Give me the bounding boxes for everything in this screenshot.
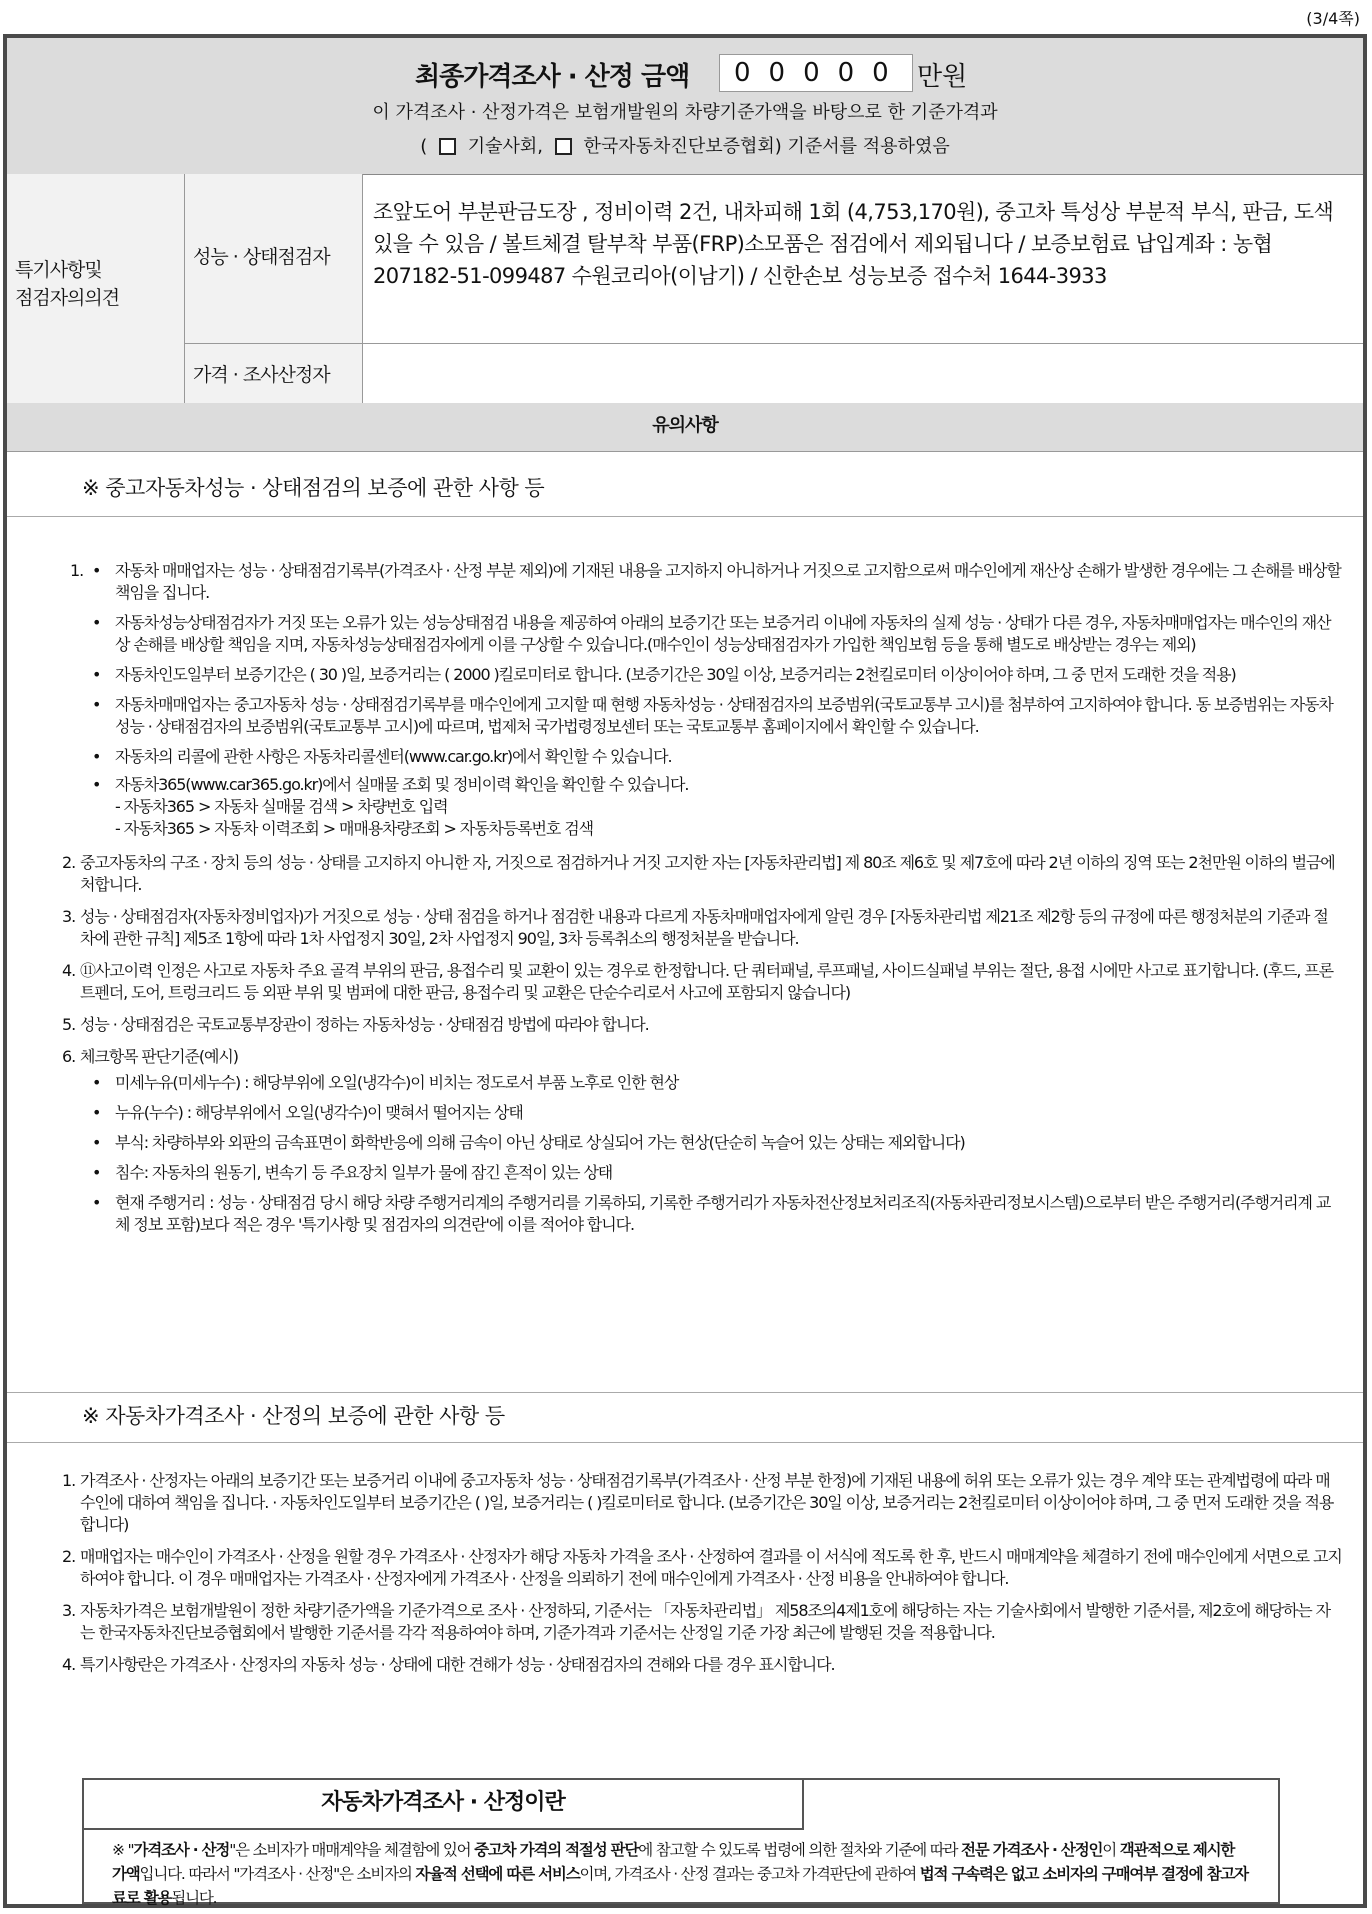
price-assessor-label: 가격 · 조사산정자 [185, 344, 363, 403]
item1-dash: - 자동차365 > 자동차 실매물 검색 > 차량번호 입력 [115, 797, 448, 816]
item-number: 3. [62, 907, 76, 926]
remarks-label-line1: 특기사항및 [15, 259, 102, 281]
item-number: 6. [62, 1047, 76, 1066]
item1-bullet: • 자동차인도일부터 보증기간은 ( 30 )일, 보증거리는 ( 2000 )킬로미터로 합니다. (보증기간은 30일 이상, 보증거리는 2천킬로미터 이상이어야 하며, 그 중 먼저 도래한 것을 적용) [62, 664, 1342, 686]
item1-bullet: • 자동차365(www.car365.go.kr)에서 실매물 조회 및 정비이력 확인을 확인할 수 있습니다. [62, 774, 1342, 796]
def-bold: 법적 구속력은 없고 소비자의 구매여부 결정에 참고자료로 활용 [112, 1865, 1248, 1907]
notice-item [62, 960, 1342, 1004]
item-text: 체크항목 판단기준(예시) [80, 1047, 238, 1066]
price-item [62, 1654, 1342, 1676]
item1-dash: - 자동차365 > 자동차 이력조회 > 매매용차량조회 > 자동차등록번호 검색 [115, 819, 593, 838]
definition-title: 자동차가격조사 · 산정이란 [84, 1780, 804, 1830]
item6-bullet: • 침수: 자동차의 원동기, 변속기 등 주요장치 일부가 물에 잠긴 흔적이 있는 상태 [62, 1162, 1342, 1184]
price-basis-text: 이 가격조사 · 산정가격은 보험개발원의 차량기준가액을 바탕으로 한 기준가격과 [372, 102, 998, 123]
notice-item [62, 1046, 1342, 1068]
notice-title: 유의사항 [7, 403, 1363, 452]
def-bold: 가격조사 · 산정 [133, 1841, 230, 1859]
form-frame [3, 34, 1367, 1908]
paren-open: ( [420, 136, 428, 157]
item-text: 가격조사 · 산정자는 아래의 보증기간 또는 보증거리 이내에 중고자동차 성능 · 상태점검기록부(가격조사 · 산정 부분 한정)에 기재된 내용에 허위 또는 오류가 있는 경우 계약 또는 관계법령에 따라 매수인에 대하여 책임을 집니다. · 자동차인도일부터 보증기간은 ( )일, 보증거리는 ( )킬로미터로 합니다. (보증기간은 30일 이상, 보증거리는 2천킬로미터 이상이어야 하며, 그 중 먼저 도래한 것을 적용합니다) [80, 1471, 1334, 1534]
price-assessor-opinion-text[interactable] [363, 344, 1363, 403]
def-text: 이며, 가격조사 · 산정 결과는 중고차 가격판단에 관하여 [579, 1865, 920, 1883]
section1-title: ※ 중고자동차성능 · 상태점검의 보증에 관한 사항 등 [82, 476, 545, 500]
item1-bullet: • 자동차매매업자는 중고자동차 성능 · 상태점검기록부를 매수인에게 고지할 때 현행 자동차성능 · 상태점검자의 보증범위(국토교통부 고시)를 첨부하여 고지하여야 합니다. 동 보증범위는 자동차성능 · 상태점검자의 보증범위(국토교통부 고시)에 따르며, 법제처 국가법령정보센터 또는 국토교통부 홈페이지에서 확인할 수 있습니다. [62, 694, 1342, 738]
price-item [62, 1470, 1342, 1536]
final-price-amount[interactable]: 00000 [719, 54, 913, 92]
item-text: 성능 · 상태점검자(자동차정비업자)가 거짓으로 성능 · 상태 점검을 하거나 점검한 내용과 다르게 자동차매매업자에게 알린 경우 [자동차관리법 제21조 제2항 등의 규정에 따른 행정처분의 기준과 절차에 관한 규칙] 제5조 1항에 따라 1차 사업정지 30일, 2차 사업정지 90일, 3차 등록취소의 행정처분을 받습니다. [80, 907, 1328, 948]
checkbox-diagnosis-association[interactable] [555, 138, 572, 155]
def-bold: 자율적 선택에 따른 서비스 [415, 1865, 580, 1883]
item-text: 성능 · 상태점검은 국토교통부장관이 정하는 자동차성능 · 상태점검 방법에 따라야 합니다. [80, 1015, 649, 1034]
item-number: 3. [62, 1601, 76, 1620]
option-engineers-society-label: 기술사회, [467, 136, 544, 157]
notice-item [62, 1014, 1342, 1036]
item1-bullet: • 자동차성능상태점검자가 거짓 또는 오류가 있는 성능상태점검 내용을 제공하여 아래의 보증기간 또는 보증거리 이내에 자동차의 실제 성능 · 상태가 다른 경우, 자동차매매업자는 매수인의 재산상 손해를 배상할 책임을 지며, 자동차성능상태점검자에게 이를 구상할 수 있습니다.(매수인이 성능상태점검자가 가입한 책임보험 등을 통해 별도로 배상받는 경우는 제외) [62, 612, 1342, 656]
def-bold: 중고차 가격의 적절성 판단 [474, 1841, 639, 1859]
page-number: (3/4쪽) [1306, 9, 1360, 28]
section2-title: ※ 자동차가격조사 · 산정의 보증에 관한 사항 등 [82, 1404, 505, 1428]
item6-bullet: • 부식: 차량하부와 외판의 금속표면이 화학반응에 의해 금속이 아닌 상태로 상실되어 가는 현상(단순히 녹슬어 있는 상태는 제외합니다) [62, 1132, 1342, 1154]
def-bold: 전문 가격조사 · 산정인 [961, 1841, 1103, 1859]
price-header [7, 38, 1363, 175]
item-number: 1. [62, 1471, 76, 1490]
item-number: 4. [62, 1655, 76, 1674]
remarks-section [7, 174, 1363, 405]
section2-top-divider [7, 1392, 1363, 1393]
notice-item [62, 852, 1342, 896]
standard-selection-line [7, 132, 1363, 158]
remarks-label [7, 174, 185, 403]
item-text: 매매업자는 매수인이 가격조사 · 산정을 원할 경우 가격조사 · 산정자가 해당 자동차 가격을 조사 · 산정하여 결과를 이 서식에 적도록 한 후, 반드시 매매계약을 체결하기 전에 매수인에게 서면으로 고지하여야 합니다. 이 경우 매매업자는 가격조사 · 산정자에게 가격조사 · 산정을 의뢰하기 전에 매수인에게 가격조사 · 산정 비용을 안내하여야 합니다. [80, 1547, 1342, 1588]
item-text: 자동차가격은 보험개발원이 정한 차량기준가액을 기준가격으로 조사 · 산정하되, 기준서는 「자동차관리법」 제58조의4제1호에 해당하는 자는 기술사회에서 발행한 기준서를, 제2호에 해당하는 자는 한국자동차진단보증협회에서 발행한 기준서를 각각 적용하여야 하며, 기준가격과 기준서는 산정일 기준 가장 최근에 발행된 것을 적용합니다. [80, 1601, 1330, 1642]
def-text: 에 참고할 수 있도록 법령에 의한 절차와 기준에 따라 [638, 1841, 961, 1859]
bullet-mark: • [92, 561, 101, 580]
notice-item [62, 906, 1342, 950]
section2-list [62, 1470, 1342, 1686]
def-text: 이 [1102, 1841, 1120, 1859]
section2-divider [7, 1442, 1363, 1443]
item-number: 5. [62, 1015, 76, 1034]
inspector-opinion-text[interactable]: 조앞도어 부분판금도장 , 정비이력 2건, 내차피해 1회 (4,753,170원), 중고차 특성상 부분적 부식, 판금, 도색 있을 수 있음 / 볼트체결 탈부착 부품(FRP)소모품은 점검에서 제외됩니다 / 보증보험료 납입계좌 : 농협 207182-51-099487 수원코리아(이남기) / 신한손보 성능보증 접수처 1644-3933 [363, 174, 1363, 344]
item1-bullet-text: 자동차 매매업자는 성능 · 상태점검기록부(가격조사 · 산정 부분 제외)에 기재된 내용을 고지하지 아니하거나 거짓으로 고지함으로써 매수인에게 재산상 손해가 발생한 경우에는 그 손해를 배상할 책임을 집니다. [115, 561, 1341, 602]
option-diagnosis-association-label: 한국자동차진단보증협회) 기준서를 적용하였음 [583, 136, 950, 157]
definition-text [112, 1838, 1252, 1910]
def-text: 입니다. 따라서 "가격조사 · 산정"은 소비자의 [139, 1865, 416, 1883]
item-text: 특기사항란은 가격조사 · 산정자의 자동차 성능 · 상태에 대한 견해가 성능 · 상태점검자의 견해와 다를 경우 표시합니다. [80, 1655, 835, 1674]
def-bold: 객관적으로 제시한 가액 [112, 1841, 1235, 1883]
checkbox-engineers-society[interactable] [439, 138, 456, 155]
amount-unit: 만원 [917, 62, 968, 92]
section1-list [62, 560, 1342, 1244]
item-number: 2. [62, 853, 76, 872]
price-item [62, 1546, 1342, 1590]
price-item [62, 1600, 1342, 1644]
item6-bullet: • 누유(누수) : 해당부위에서 오일(냉각수)이 맺혀서 떨어지는 상태 [62, 1102, 1342, 1124]
inspector-label: 성능 · 상태점검자 [185, 174, 363, 344]
item1-number: 1. [70, 561, 84, 580]
item-text: 중고자동차의 구조 · 장치 등의 성능 · 상태를 고지하지 아니한 자, 거짓으로 점검하거나 거짓 고지한 자는 [자동차관리법] 제 80조 제6호 및 제7호에 따라 2년 이하의 징역 또는 2천만원 이하의 벌금에 처합니다. [80, 853, 1335, 894]
def-text: ※ " [112, 1841, 134, 1859]
item-text: ⑪사고이력 인정은 사고로 자동차 주요 골격 부위의 판금, 용접수리 및 교환이 있는 경우로 한정합니다. 단 쿼터패널, 루프패널, 사이드실패널 부위는 절단, 용접 시에만 사고로 표기합니다. (후드, 프론트펜더, 도어, 트렁크리드 등 외판 부위 및 범퍼에 대한 판금, 용접수리 및 교환은 단순수리로서 사고에 포함되지 않습니다) [80, 961, 1334, 1002]
item1-bullet: • 자동차의 리콜에 관한 사항은 자동차리콜센터(www.car.go.kr)에서 확인할 수 있습니다. [62, 746, 1342, 768]
item-number: 4. [62, 961, 76, 980]
remarks-label-line2: 점검자의의견 [15, 287, 120, 309]
item6-bullet: • 미세누유(미세누수) : 해당부위에 오일(냉각수)이 비치는 정도로서 부품 노후로 인한 현상 [62, 1072, 1342, 1094]
definition-box [82, 1778, 1280, 1907]
def-text: "은 소비자가 매매계약을 체결함에 있어 [229, 1841, 475, 1859]
item1-bullet [62, 560, 1342, 604]
section1-divider [7, 516, 1363, 517]
def-text: 됩니다. [171, 1889, 217, 1907]
item6-bullet: • 현재 주행거리 : 성능 · 상태점검 당시 해당 차량 주행거리계의 주행거리를 기록하되, 기록한 주행거리가 자동차전산정보처리조직(자동차관리정보시스템)으로부터 받은 주행거리(주행거리계 교체 정보 포함)보다 적은 경우 '특기사항 및 점검자의 의견란'에 이를 적어야 합니다. [62, 1192, 1342, 1236]
final-price-title: 최종가격조사 · 산정 금액 [415, 62, 690, 92]
item-number: 2. [62, 1547, 76, 1566]
